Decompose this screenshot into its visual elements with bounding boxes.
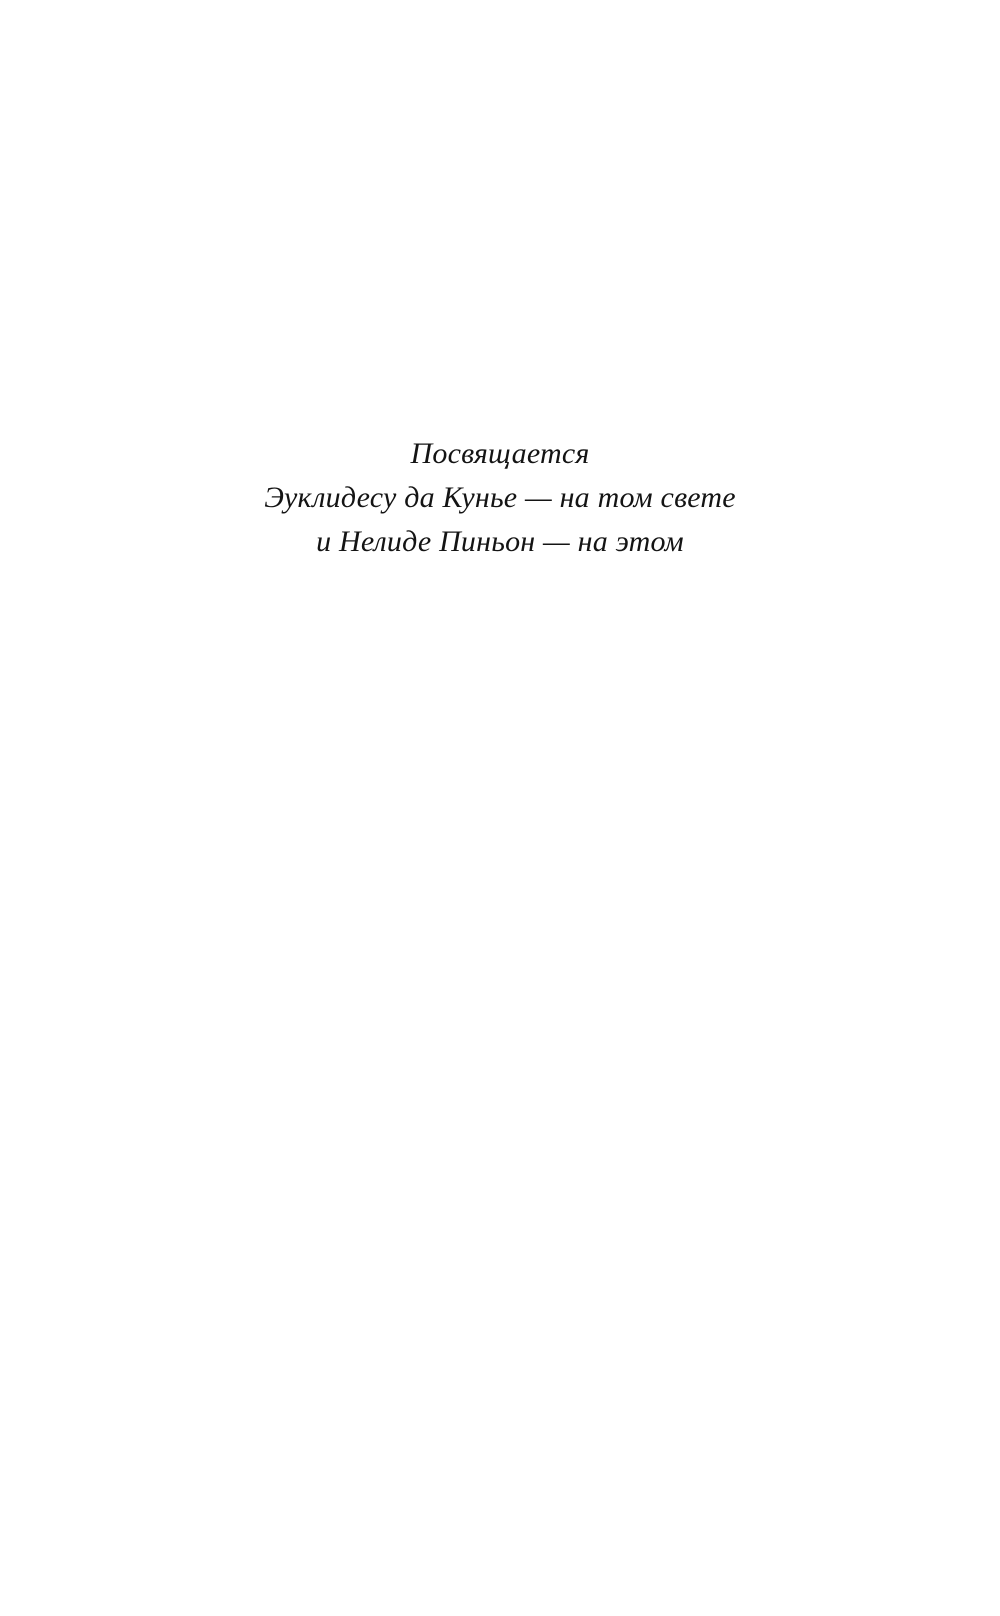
dedication-block [0,432,1000,564]
dedication-line-1: Посвящается [410,437,590,470]
dedication-line-3: и Нелиде Пиньон — на этом [316,525,684,558]
dedication-line-2: Эуклидесу да Кунье — на том свете [264,481,736,514]
